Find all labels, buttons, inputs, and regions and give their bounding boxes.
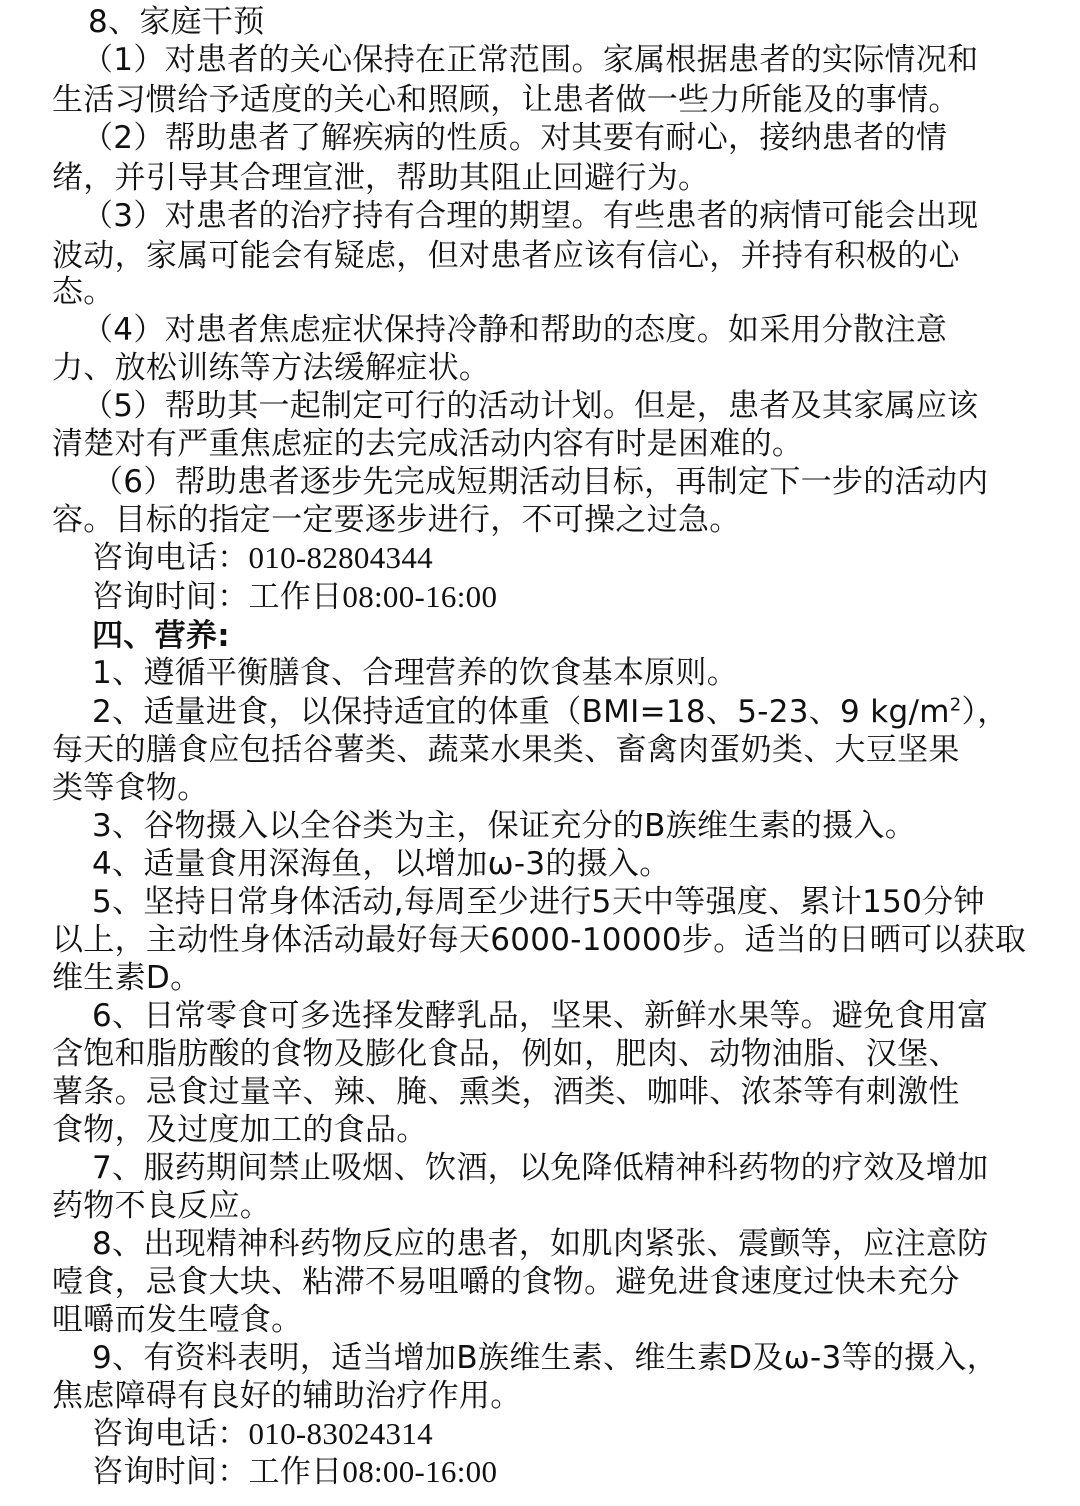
nutrition-item-5-line-3: 维生素D。 [52,960,202,996]
nutrition-item-7-line-1: 7、服药期间禁止吸烟、饮酒，以免降低精神科药物的疗效及增加 [92,1150,989,1186]
nutrition-item-2-close: ）， [961,694,1009,730]
nutrition-item-4: 4、适量食用深海鱼，以增加ω-3的摄入。 [92,846,671,882]
section-heading-family-intervention: 8、家庭干预 [88,4,265,40]
nutrition-item-6-line-3: 薯条。忌食过量辛、辣、腌、熏类，酒类、咖啡、浓茶等有刺激性 [52,1074,960,1110]
nutrition-item-1: 1、遵循平衡膳食、合理营养的饮食基本原则。 [92,655,739,691]
paragraph-4-line-2: 力、放松训练等方法缓解症状。 [52,350,491,386]
paragraph-2-line-2: 绪，并引导其合理宣泄，帮助其阻止回避行为。 [52,160,710,196]
paragraph-3-line-3: 态。 [52,274,115,310]
nutrition-item-2-line-2: 每天的膳食应包括谷薯类、蔬菜水果类、畜禽肉蛋奶类、大豆坚果 [52,732,960,768]
nutrition-item-8-line-1: 8、出现精神科药物反应的患者，如肌肉紧张、震颤等，应注意防 [92,1226,989,1262]
nutrition-item-8-line-2: 噎食，忌食大块、粘滞不易咀嚼的食物。避免进食速度过快未充分 [52,1264,960,1300]
consult-phone-2: 咨询电话：010-83024314 [92,1416,433,1451]
nutrition-item-2-text: 2、适量进食，以保持适宜的体重（BMI=18、5-23、9 kg/m [92,694,950,730]
consult-hours-1: 咨询时间：工作日08:00-16:00 [92,579,498,614]
paragraph-3-line-2: 波动，家属可能会有疑虑，但对患者应该有信心，并持有积极的心 [52,238,960,274]
nutrition-item-6-line-2: 含饱和脂肪酸的食物及膨化食品，例如，肥肉、动物油脂、汉堡、 [52,1036,960,1072]
superscript-2: 2 [949,694,962,716]
paragraph-6-line-2: 容。目标的指定一定要逐步进行，不可操之过急。 [52,502,741,538]
nutrition-item-8-line-3: 咀嚼而发生噎食。 [52,1302,303,1338]
paragraph-3-line-1: （3）对患者的治疗持有合理的期望。有些患者的病情可能会出现 [82,198,979,234]
nutrition-item-6-line-4: 食物，及过度加工的食品。 [52,1112,428,1148]
paragraph-5-line-2: 清楚对有严重焦虑症的去完成活动内容有时是困难的。 [52,426,804,462]
nutrition-item-9-line-1: 9、有资料表明，适当增加B族维生素、维生素D及ω-3等的摄入， [92,1340,999,1376]
nutrition-item-2-line-3: 类等食物。 [52,770,209,806]
consult-phone-1: 咨询电话：010-82804344 [92,540,433,575]
nutrition-item-9-line-2: 焦虑障碍有良好的辅助治疗作用。 [52,1378,522,1414]
nutrition-item-5-line-1: 5、坚持日常身体活动,每周至少进行5天中等强度、累计150分钟 [92,884,985,920]
consult-hours-2: 咨询时间：工作日08:00-16:00 [92,1454,498,1489]
paragraph-2-line-1: （2）帮助患者了解疾病的性质。对其要有耐心，接纳患者的情 [82,120,948,156]
nutrition-item-6-line-1: 6、日常零食可多选择发酵乳品，坚果、新鲜水果等。避免食用富 [92,998,989,1034]
nutrition-item-3: 3、谷物摄入以全谷类为主，保证充分的B族维生素的摄入。 [92,808,917,844]
paragraph-1-line-1: （1）对患者的关心保持在正常范围。家属根据患者的实际情况和 [82,42,979,78]
paragraph-6-line-1: （6）帮助患者逐步先完成短期活动目标，再制定下一步的活动内 [92,464,989,500]
nutrition-item-5-line-2: 以上，主动性身体活动最好每天6000-10000步。适当的日晒可以获取 [52,922,1027,958]
section-heading-nutrition: 四、营养: [92,618,230,654]
nutrition-item-7-line-2: 药物不良反应。 [52,1188,272,1224]
paragraph-5-line-1: （5）帮助其一起制定可行的活动计划。但是，患者及其家属应该 [82,388,979,424]
paragraph-1-line-2: 生活习惯给予适度的关心和照顾，让患者做一些力所能及的事情。 [52,82,960,118]
nutrition-item-2-line-1 [92,692,1009,732]
paragraph-4-line-1: （4）对患者焦虑症状保持冷静和帮助的态度。如采用分散注意 [82,312,948,348]
